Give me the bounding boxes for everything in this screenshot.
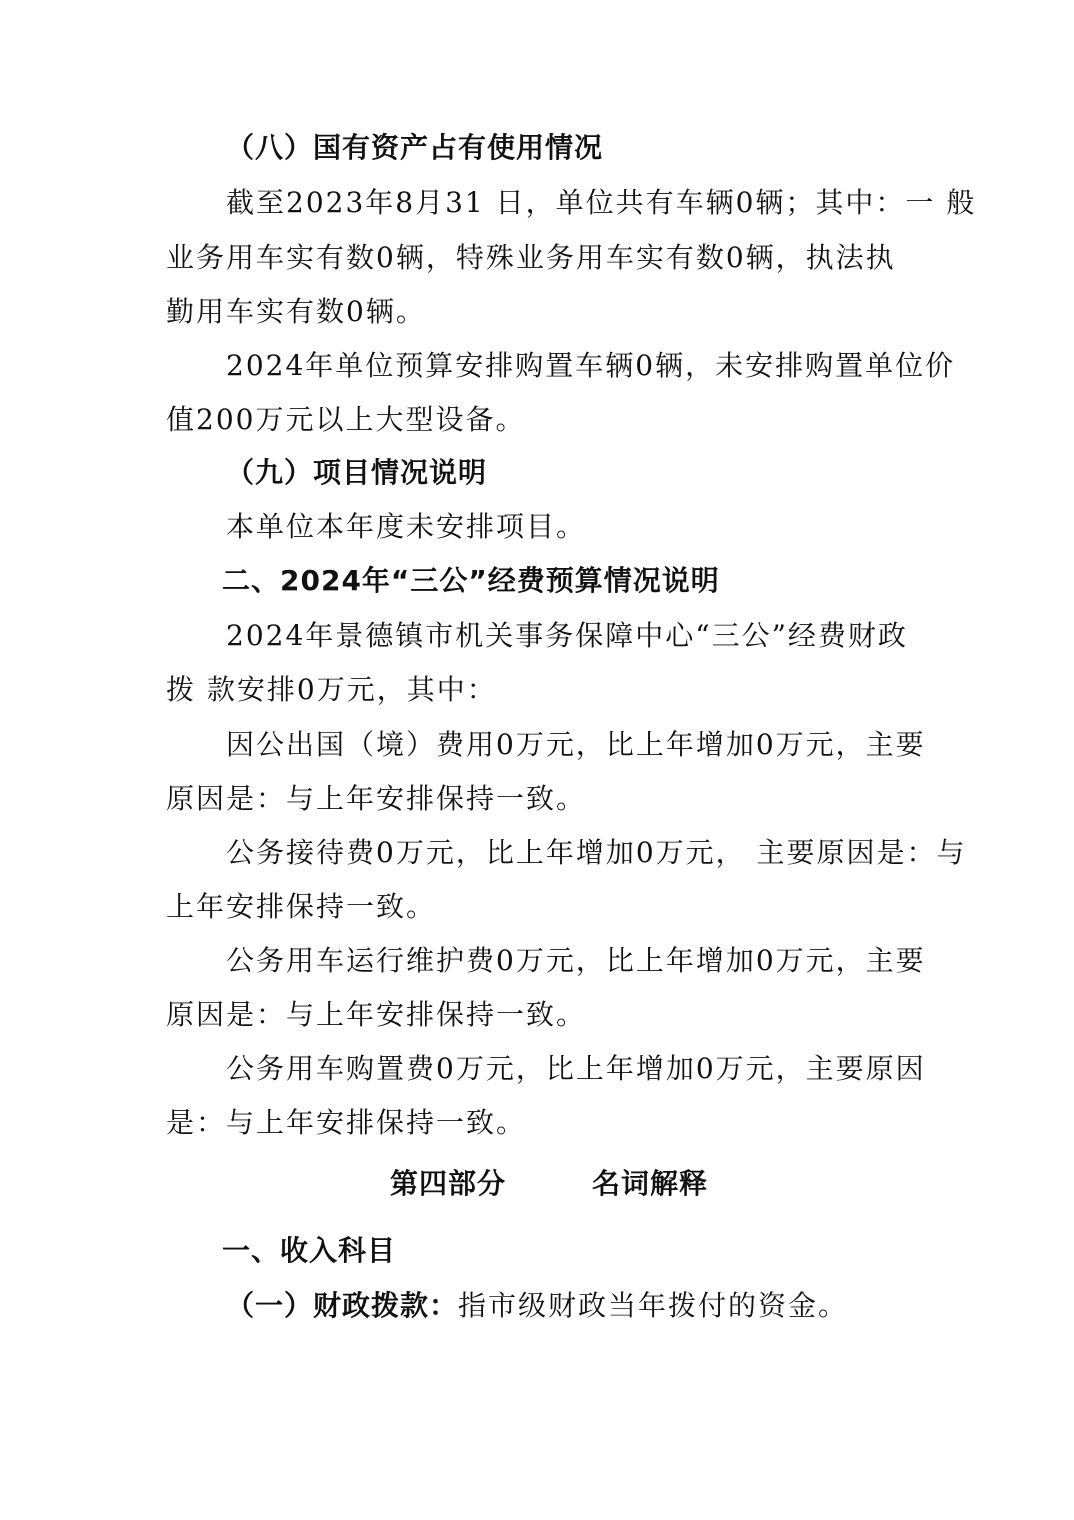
paragraph-line: 原因是：与上年安排保持一致。 <box>166 782 587 815</box>
section-heading-income: 一、收入科目 <box>222 1234 397 1267</box>
section-heading-9: （九）项目情况说明 <box>226 456 488 489</box>
paragraph-line: 因公出国（境）费用0万元，比上年增加0万元，主要 <box>226 728 926 761</box>
paragraph-line: 本单位本年度未安排项目。 <box>226 510 587 543</box>
part-title: 第四部分 名词解释 <box>390 1167 708 1200</box>
paragraph-line: 业务用车实有数0辆，特殊业务用车实有数0辆，执法执 <box>166 241 896 274</box>
paragraph-line: 是：与上年安排保持一致。 <box>166 1106 527 1139</box>
paragraph-line: 勤用车实有数0辆。 <box>166 295 426 328</box>
term-definition <box>226 1288 848 1324</box>
section-heading-three-public: 二、2024年“三公”经费预算情况说明 <box>222 564 720 597</box>
section-heading-8: （八）国有资产占有使用情况 <box>226 131 604 164</box>
paragraph-line: 公务用车运行维护费0万元，比上年增加0万元，主要 <box>226 944 926 977</box>
paragraph-line: 原因是：与上年安排保持一致。 <box>166 998 587 1031</box>
paragraph-line: 公务用车购置费0万元，比上年增加0万元，主要原因 <box>226 1052 926 1085</box>
paragraph-line: 拨 款安排0万元，其中： <box>166 673 497 706</box>
term-label: （一）财政拨款： <box>226 1289 459 1322</box>
term-text: 指市级财政当年拨付的资金。 <box>458 1289 849 1322</box>
paragraph-line: 2024年景德镇市机关事务保障中心“三公”经费财政 <box>226 619 908 652</box>
paragraph-line: 截至2023年8月31 日，单位共有车辆0辆；其中：一 般 <box>226 186 977 219</box>
paragraph-line: 上年安排保持一致。 <box>166 890 437 923</box>
paragraph-line: 2024年单位预算安排购置车辆0辆，未安排购置单位价 <box>226 349 956 382</box>
paragraph-line: 公务接待费0万元，比上年增加0万元， 主要原因是：与 <box>226 836 967 869</box>
paragraph-line: 值200万元以上大型设备。 <box>166 403 526 436</box>
